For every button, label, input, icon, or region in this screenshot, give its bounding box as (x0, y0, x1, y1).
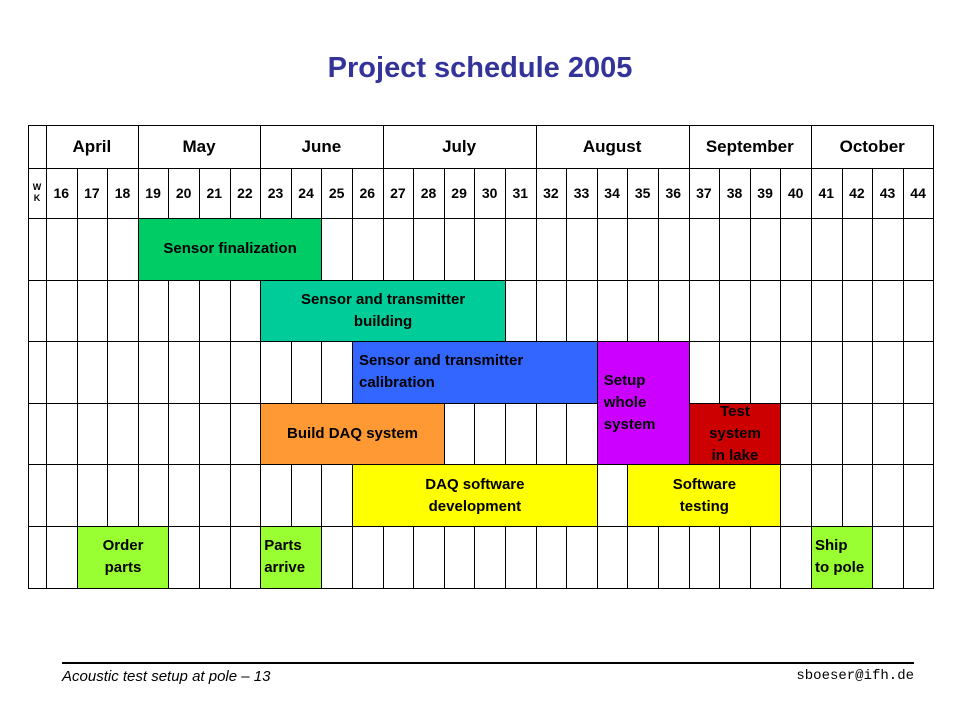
week-number: 33 (573, 185, 590, 201)
week-number: 32 (543, 185, 559, 201)
week-number: 37 (696, 185, 712, 201)
week-number: 17 (84, 185, 100, 201)
week-number: 44 (910, 185, 926, 201)
grid-line-week (903, 168, 904, 588)
grid-line-week (872, 168, 873, 588)
week-label-letter: K (33, 193, 41, 203)
week-number: 18 (114, 185, 131, 201)
week-number: 41 (818, 185, 835, 201)
task-bar: Ship to pole (811, 526, 873, 589)
footer-divider (62, 662, 914, 664)
footer-slide-caption: Acoustic test setup at pole – 13 (62, 668, 271, 685)
week-number: 28 (420, 185, 437, 201)
week-number: 30 (481, 185, 498, 201)
task-bar: Setup whole system (597, 341, 690, 465)
week-number: 24 (298, 185, 314, 201)
week-number: 23 (267, 185, 284, 201)
task-bar: Sensor and transmitter calibration (352, 341, 598, 404)
task-bar: Build DAQ system (260, 403, 445, 466)
task-bar: Parts arrive (260, 526, 322, 589)
task-bar: Test system in lake (689, 403, 782, 466)
week-number: 34 (604, 185, 620, 201)
week-number: 43 (879, 185, 896, 201)
task-bar: DAQ software development (352, 464, 598, 527)
week-number: 27 (390, 185, 406, 201)
week-number: 26 (359, 185, 376, 201)
week-number: 38 (726, 185, 743, 201)
week-number: 22 (237, 185, 253, 201)
task-bar: Sensor finalization (138, 218, 323, 281)
month-header: June (301, 136, 342, 156)
month-header: April (72, 136, 112, 156)
footer-email: sboeser@ifh.de (796, 668, 914, 684)
week-number: 16 (53, 185, 70, 201)
week-number: 20 (175, 185, 192, 201)
week-number: 19 (145, 185, 161, 201)
grid-line-week (107, 168, 108, 588)
week-label-letter: W (32, 182, 42, 192)
week-number: 21 (206, 185, 223, 201)
grid-line-week (77, 168, 78, 588)
month-header: July (442, 136, 477, 156)
month-header: October (839, 136, 905, 156)
week-number: 31 (512, 185, 529, 201)
task-bar: Order parts (77, 526, 170, 589)
task-bar: Software testing (627, 464, 781, 527)
week-number: 35 (634, 185, 651, 201)
week-column-label (28, 168, 46, 218)
month-header: August (582, 136, 642, 156)
week-number: 36 (665, 185, 682, 201)
week-number: 40 (787, 185, 804, 201)
week-number: 25 (328, 185, 345, 201)
month-header: May (182, 136, 216, 156)
page-title: Project schedule 2005 (327, 52, 633, 84)
grid-line-week (842, 168, 843, 588)
month-header: September (705, 136, 794, 156)
task-bar: Sensor and transmitter building (260, 280, 506, 343)
week-number: 42 (849, 185, 865, 201)
week-number: 29 (451, 185, 467, 201)
week-number: 39 (757, 185, 773, 201)
